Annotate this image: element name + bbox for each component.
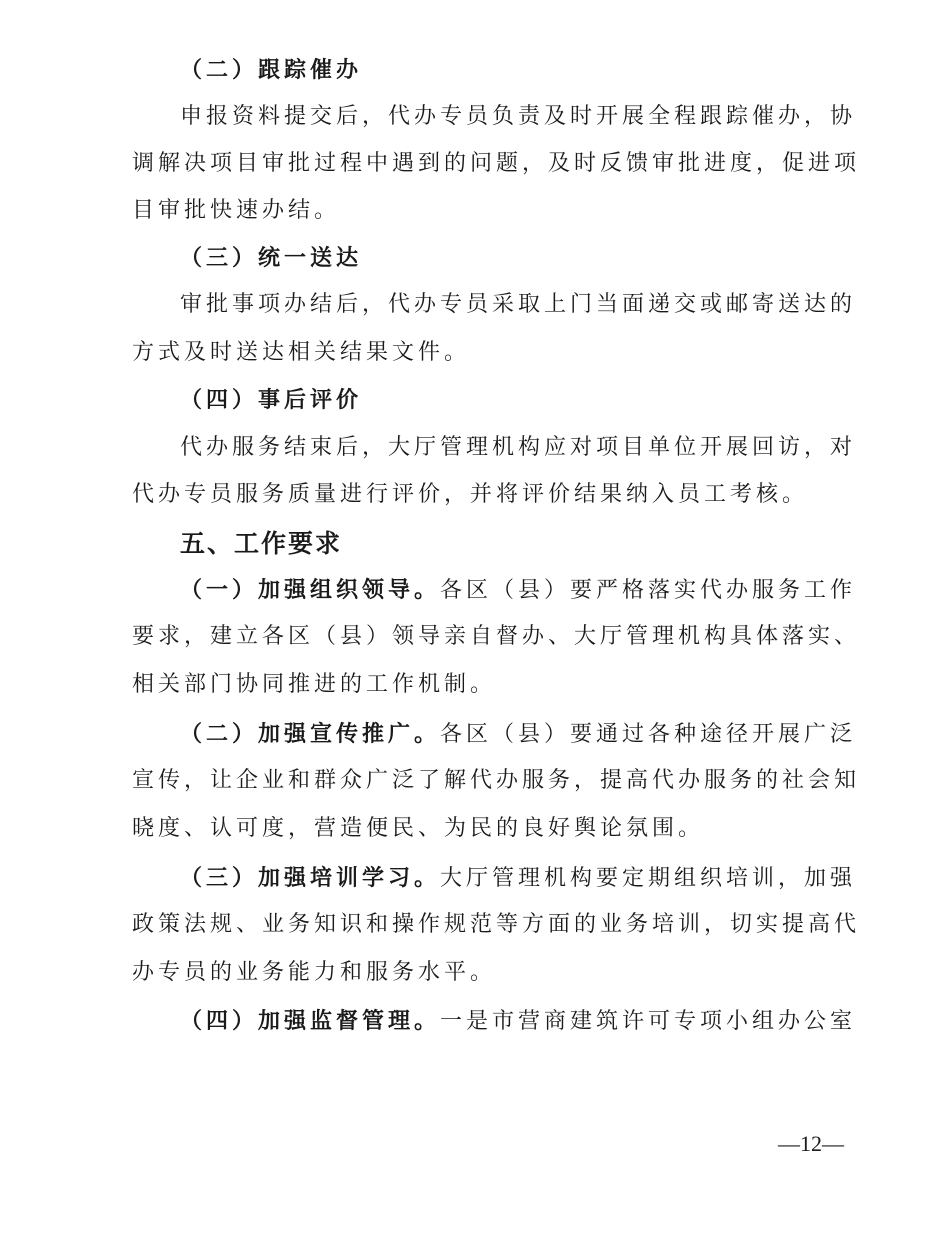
paragraph-line: 申报资料提交后，代办专员负责及时开展全程跟踪催办，协	[180, 104, 857, 129]
page-number: —12—	[778, 1131, 844, 1156]
requirement-text: 一是市营商建筑许可专项小组办公室	[440, 1009, 857, 1034]
paragraph-line: 宣传，让企业和群众广泛了解代办服务，提高代办服务的社会知	[132, 768, 861, 793]
paragraph-line: 晓度、认可度，营造便民、为民的良好舆论氛围。	[132, 816, 705, 841]
subsection-heading-delivery: （三）统一送达	[180, 245, 363, 271]
paragraph-line: 要求，建立各区（县）领导亲自督办、大厅管理机构具体落实、	[132, 624, 861, 649]
paragraph-line: 调解决项目审批过程中遇到的问题，及时反馈审批进度，促进项	[132, 151, 861, 176]
requirement-bold-lead: （二）加强宣传推广。	[180, 721, 441, 747]
subsection-heading-evaluation: （四）事后评价	[180, 387, 363, 413]
paragraph-line: 方式及时送达相关结果文件。	[132, 340, 471, 365]
paragraph-line: 审批事项办结后，代办专员采取上门当面递交或邮寄送达的	[180, 292, 857, 317]
paragraph-line: 政策法规、业务知识和操作规范等方面的业务培训，切实提高代	[132, 912, 861, 937]
requirement-text: 各区（县）要严格落实代办服务工作	[440, 578, 857, 603]
paragraph-line: 目审批快速办结。	[132, 198, 341, 223]
requirement-bold-lead: （四）加强监督管理。	[180, 1008, 441, 1034]
requirement-first-line	[180, 574, 857, 607]
subsection-heading-tracking: （二）跟踪催办	[180, 57, 363, 83]
paragraph-line: 代办专员服务质量进行评价，并将评价结果纳入员工考核。	[132, 482, 809, 507]
requirement-bold-lead: （一）加强组织领导。	[180, 577, 441, 603]
paragraph-line: 办专员的业务能力和服务水平。	[132, 960, 497, 985]
chapter-heading: 五、工作要求	[180, 529, 343, 558]
paragraph-line: 代办服务结束后，大厅管理机构应对项目单位开展回访，对	[180, 435, 857, 460]
requirement-text: 各区（县）要通过各种途径开展广泛	[440, 722, 857, 747]
requirement-first-line	[180, 1005, 857, 1038]
requirement-first-line	[180, 718, 857, 751]
paragraph-line: 相关部门协同推进的工作机制。	[132, 672, 497, 697]
requirement-bold-lead: （三）加强培训学习。	[180, 865, 441, 891]
requirement-text: 大厅管理机构要定期组织培训，加强	[440, 866, 857, 891]
requirement-first-line	[180, 862, 857, 895]
